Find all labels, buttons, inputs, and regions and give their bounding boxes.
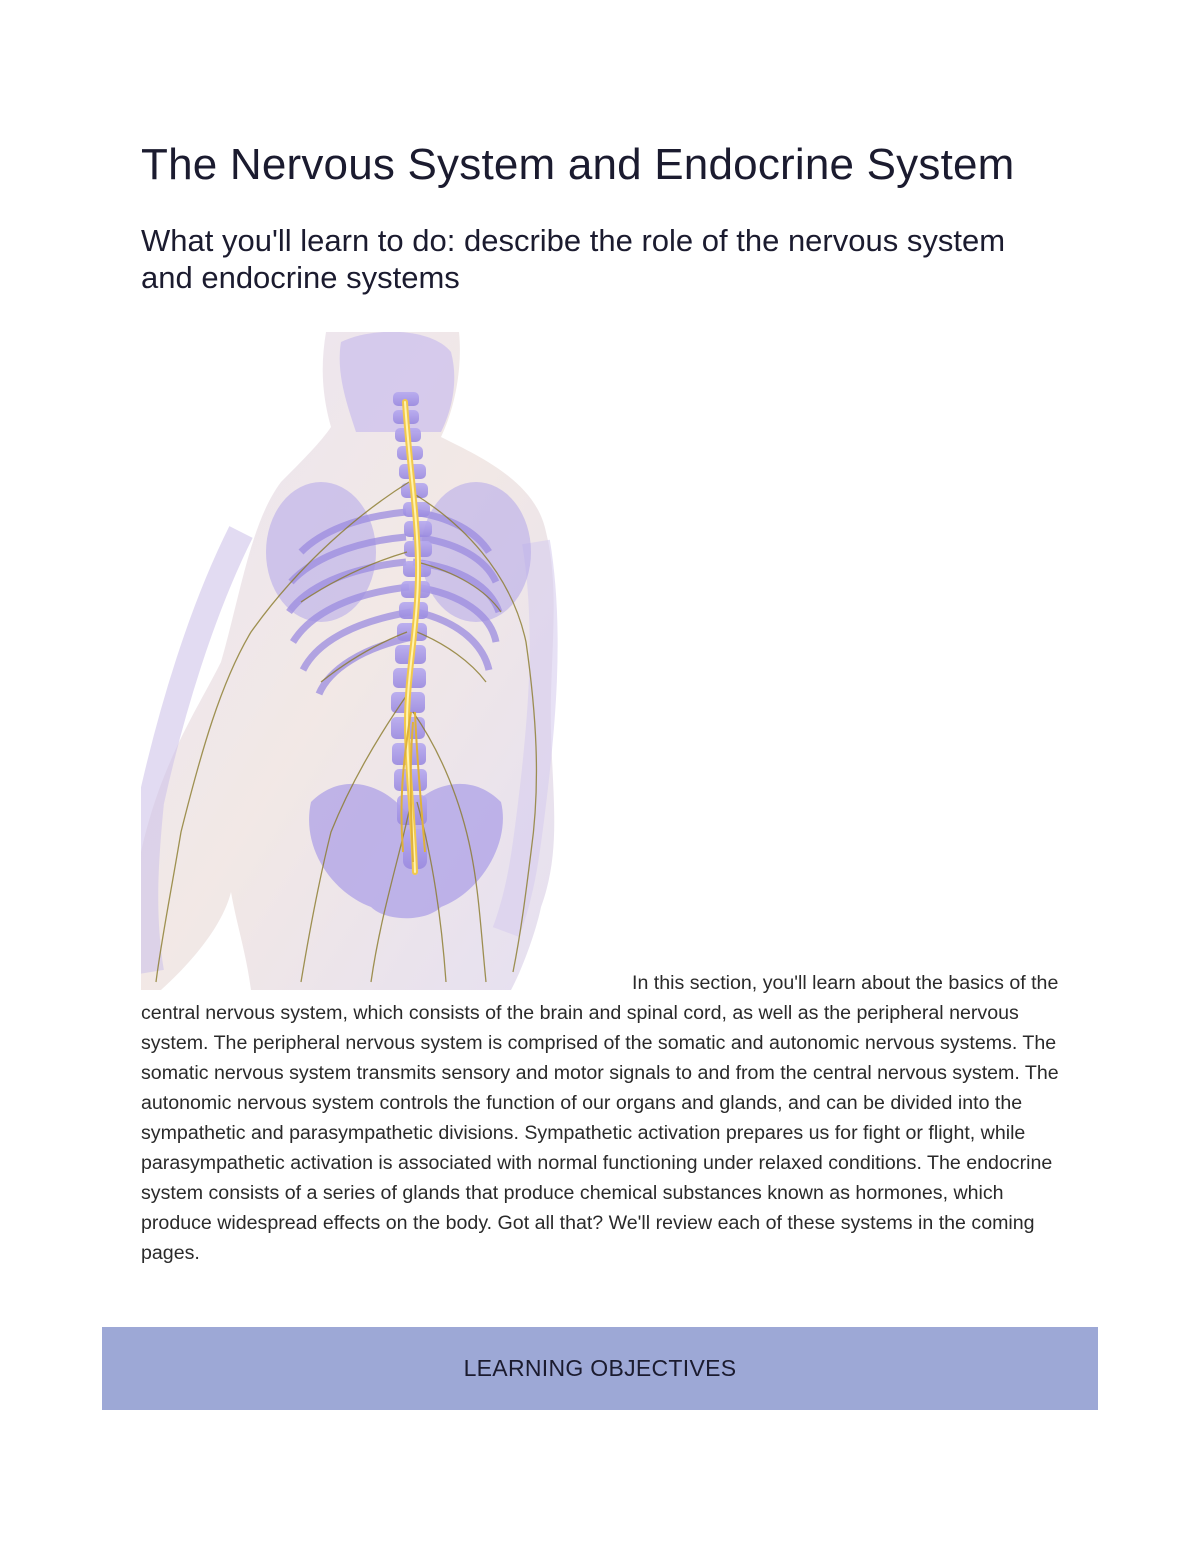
page-title: The Nervous System and Endocrine System [141, 140, 1015, 189]
learning-objectives-heading: LEARNING OBJECTIVES [463, 1355, 737, 1381]
learning-objectives-bar [102, 1327, 1098, 1410]
nervous-system-anatomy-illustration [141, 332, 596, 990]
intro-paragraph: In this section, you'll learn about the basics of the central nervous system, which consists of the brain and spinal cord, as well as the peripheral nervous system. The peripheral nervous system is comprised of the somatic and autonomic nervous systems. The somatic nervous system transmits sensory and motor signals to and from the central nervous system. The autonomic nervous system controls the function of our organs and glands, and can be divided into the sympathetic and parasympathetic divisions. Sympathetic activation prepares us for fight or flight, while parasympathetic activation is associated with normal functioning under relaxed conditions. The endocrine system consists of a series of glands that produce chemical substances known as hormones, which produce widespread effects on the body. Got all that? We'll review each of these systems in the coming pages. [141, 972, 1059, 1264]
nervous-system-figure [141, 332, 596, 990]
page-subtitle: What you'll learn to do: describe the role of the nervous system and endocrine systems [141, 223, 1006, 295]
